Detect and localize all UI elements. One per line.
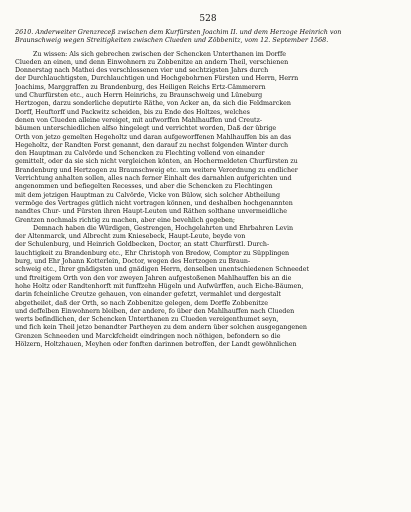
body-line: Hertzogen, darzu sonderliche deputirte Räthe, von Acker an, da sich die Feldmarcken	[15, 100, 291, 108]
body-line: Grenzen Schneeden und Marckfcheidt eindringen noch nöthigen, befondern so die	[15, 332, 281, 340]
body-line: der Altenmarck, und Albrecht zum Kniesebeck, Haupt-Leute, beyde von	[15, 233, 246, 241]
body-line: Verrichtung anhalten sollen, alles nach ferner Einhalt des darnahlen aufgerichten und	[15, 175, 292, 183]
body-line: Orth von jetzo gemelten Hegeholtz und daran aufgeworffenen Mahlhauffen bis an das	[15, 133, 292, 141]
document-heading	[15, 29, 401, 45]
body-line: Clueden an einen, und denn Einwohnern zu Zobbenitze an andern Theil, verschienen	[15, 58, 289, 66]
body-line: lauchtigkeit zu Brandenburg etc., Ehr Christoph von Bredow, Comptor zu Süpplingen	[15, 249, 290, 257]
body-line: Brandenburg und Hertzogen zu Braunschweig etc. um weitere Verordnung zu endlicher	[15, 166, 298, 174]
body-line: abgetheilet, daß der Orth, so nach Zobbenitze gelegen, dem Dorffe Zobbenitze	[15, 299, 268, 307]
page-number: 528	[199, 14, 217, 24]
body-line: Demnach haben die Würdigen, Gestrengen, Hochgelahrten und Ehrbahren Levin	[33, 224, 294, 232]
body-line: bäumen unterschiedlichen alfso hingelegt und verrichtet worden, Daß der übrige	[15, 125, 277, 133]
body-line: hohe Holtz oder Randtenhorft mit funffzehn Hügeln und Aufwürffen, auch Eiche-Bäumen,	[15, 282, 304, 290]
body-line: angenommen und befiegelten Recesses, und aber die Schencken zu Flechtingen	[15, 183, 273, 191]
body-line: und fich kein Theil jetzo benandter Partheyen zu dem andern über solchen ausgegangenen	[15, 324, 307, 332]
body-line: burg, und Ehr Johann Kotterlein, Doctor, wegen des Hertzogen zu Braun-	[15, 258, 251, 266]
body-line: der Schulenburg, und Heinrich Goldbecken, Doctor, an statt Churfürstl. Durch-	[15, 241, 270, 249]
body-line: und ftreitigem Orth von den vor zweyen Jahren aufgestoßenen Mahlhauffen bis an die	[15, 274, 292, 282]
body-line: Grentzen nochmals richtig zu machen, aber eine bevehlich gegeben;	[15, 216, 236, 224]
body-line: gemittelt, oder da sie sich nicht vergleichen könten, an Hochermeldeten Churfürsten zu	[15, 158, 298, 166]
body-line: Hegeholtz, der Randten Forst genannt, den darauf zu nechst folgenden Winter durch	[15, 141, 289, 149]
body-line: denen von Clueden alleine vereiget, mit aufworffen Mahlhauffen und Creutz-	[15, 116, 263, 124]
body-line: darin fcheinliche Creutze gehauen, von einander gefetzt, vermahlet und dergestalt	[15, 291, 281, 299]
body-line: schweig etc., Ihrer gnädigsten und gnädigen Herrn, denselben unentschiedenen Schneedet	[15, 266, 309, 274]
body-line: und deffelben Einwohnern bleiben, der andere, fo über den Mahlhauffen nach Clueden	[15, 307, 295, 315]
body-line: den Hauptman zu Calvörde und Schencken zu Flechting vollend von einander	[15, 150, 265, 158]
body-line: Zu wissen: Als sich gebrechen zwischen der Schencken Unterthanen im Dorffe	[33, 50, 287, 58]
heading-line: Braunschweig wegen Streitigkeiten zwischen Clueden und Zöbbenitz, vom 12. September 1568.	[15, 36, 329, 44]
body-line: Donnerstag nach Mathei des verschlossenen vier und sechtzigsten Jahrs durch	[15, 67, 269, 75]
body-line: vermöge des Vertrages gütlich nicht vortragen können, und deshalben hochgenannten	[15, 199, 293, 207]
body-line: mit dem jetzigen Hauptman zu Calvörde, Vicke von Bülow, sich solcher Abtheilung	[15, 191, 281, 199]
body-line: Joachims, Marggraffen zu Brandenburg, des Heiligen Reichs Ertz-Cämmerern	[15, 83, 266, 91]
body-line: Dorff, Heuftorff und Packwitz scheiden, bis zu Ende des Holtzes, welches	[15, 108, 250, 116]
document-body	[15, 51, 401, 350]
body-line: und Churfürsten etc., auch Herrn Heinrichs, zu Braunschweig und Lüneburg	[15, 92, 263, 100]
body-line: Hölzern, Holtzhauen, Meyhen oder fonften darinnen betroffen, der Landt gewöhnlichen	[15, 340, 297, 348]
body-line: nandtes Chur- und Fürsten ihren Haupt-Leuten und Räthen solthane unvermeidliche	[15, 208, 287, 216]
body-line: der Durchlauchtigsten, Durchlauchtigen und Hochgebohrnen Fürsten und Herrn, Herrn	[15, 75, 299, 83]
body-line: werts befindlichen, der Schencken Unterthanen zu Clueden vereigenthumet seyn,	[15, 316, 279, 324]
heading-line: 2610. Anderweiter Grenzreceß zwischen dem Kurfürsten Joachim II. und dem Herzoge Heinrich von	[15, 29, 342, 36]
